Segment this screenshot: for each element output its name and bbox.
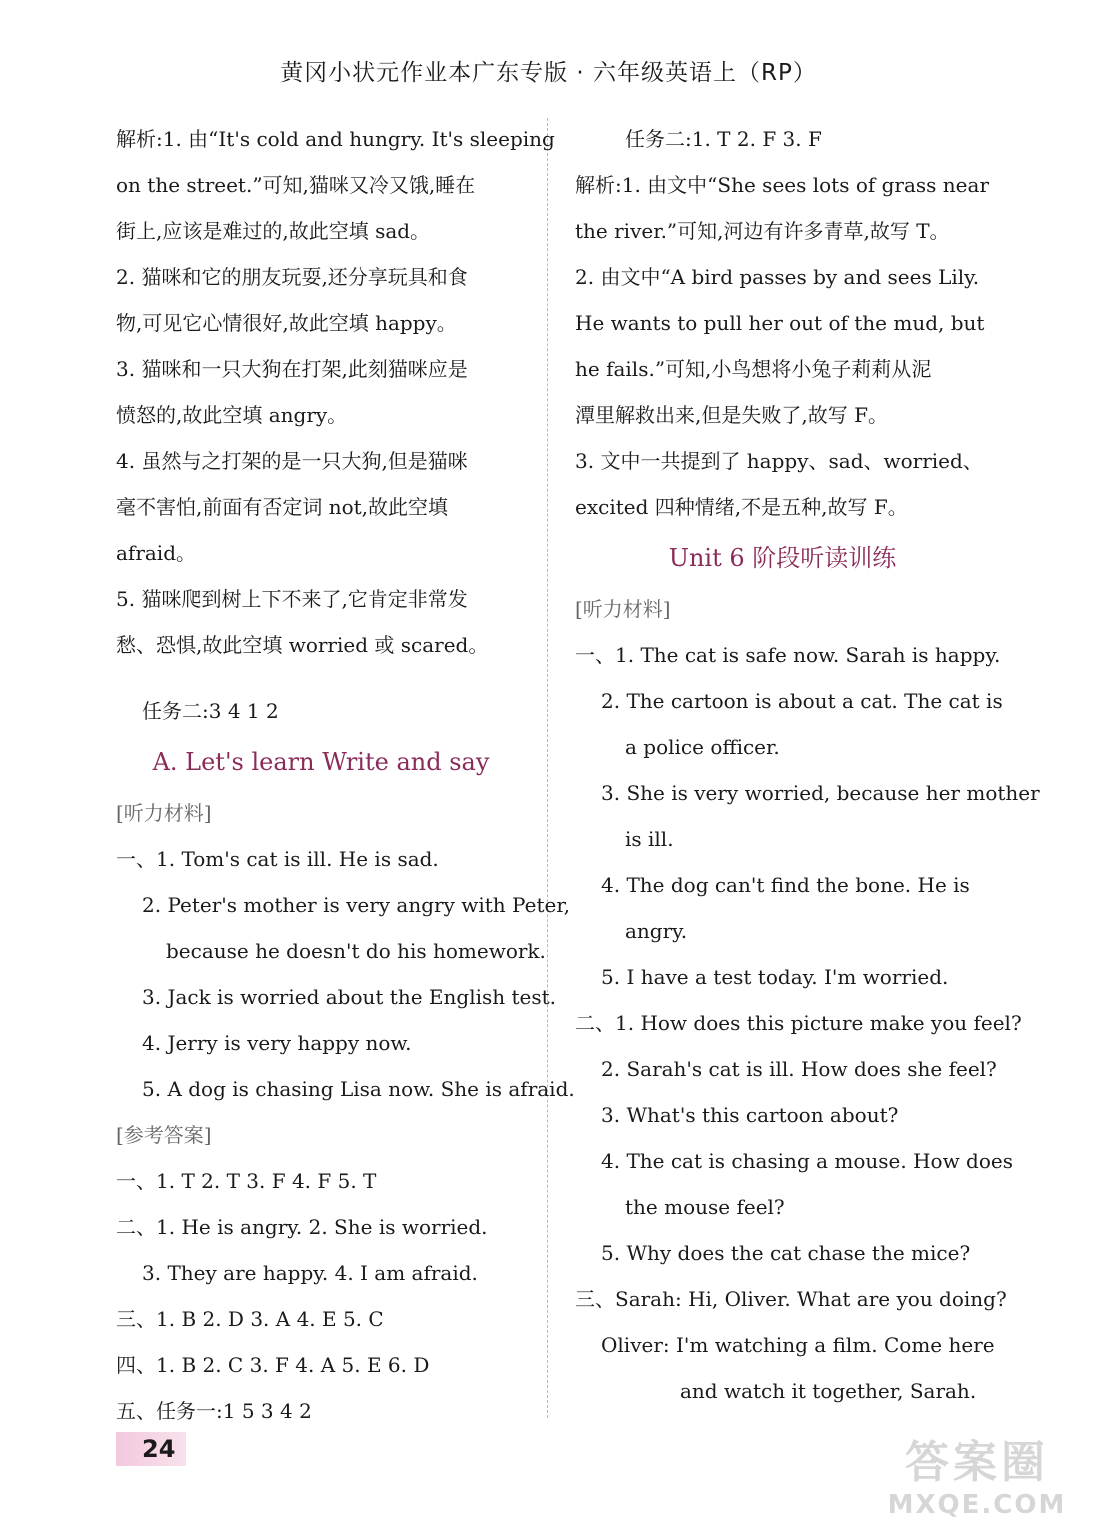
text-line: 5. I have a test today. I'm worried. xyxy=(601,965,949,989)
text-line: the mouse feel? xyxy=(625,1195,785,1219)
page-number: 24 xyxy=(116,1432,186,1466)
text-line: a police officer. xyxy=(625,735,780,759)
text-line: 4. The dog can't find the bone. He is xyxy=(601,873,970,897)
text-line: 3. 猫咪和一只大狗在打架,此刻猫咪应是 xyxy=(116,357,468,381)
text-line: 三、1. B 2. D 3. A 4. E 5. C xyxy=(116,1307,384,1331)
watermark-url: MXQE.COM xyxy=(887,1490,1067,1520)
text-line: on the street.”可知,猫咪又冷又饿,睡在 xyxy=(116,173,476,197)
text-line: 3. They are happy. 4. I am afraid. xyxy=(142,1261,478,1285)
text-line: 5. A dog is chasing Lisa now. She is afraid. xyxy=(142,1077,575,1101)
text-line: 五、任务一:1 5 3 4 2 xyxy=(116,1399,312,1423)
bracket-label: [听力材料] xyxy=(116,801,212,825)
text-line: angry. xyxy=(625,919,688,943)
text-line: 2. Peter's mother is very angry with Peter, xyxy=(142,893,571,917)
text-line: is ill. xyxy=(625,827,674,851)
column-divider xyxy=(547,118,548,1418)
text-line: 潭里解救出来,但是失败了,故写 F。 xyxy=(575,403,888,427)
text-line: 一、1. T 2. T 3. F 4. F 5. T xyxy=(116,1169,377,1193)
page-header: 黄冈小状元作业本广东专版 · 六年级英语上（RP） xyxy=(280,60,817,86)
text-line: because he doesn't do his homework. xyxy=(166,939,546,963)
text-line: and watch it together, Sarah. xyxy=(680,1379,977,1403)
text-line: 三、Sarah: Hi, Oliver. What are you doing? xyxy=(575,1287,1007,1311)
text-line: 4. 虽然与之打架的是一只大狗,但是猫咪 xyxy=(116,449,468,473)
right-column xyxy=(575,116,1040,1414)
text-line: excited 四种情绪,不是五种,故写 F。 xyxy=(575,495,908,519)
text-line: 一、1. Tom's cat is ill. He is sad. xyxy=(116,847,439,871)
text-line: 毫不害怕,前面有否定词 not,故此空填 xyxy=(116,495,449,519)
text-line: the river.”可知,河边有许多青草,故写 T。 xyxy=(575,219,950,243)
watermark-logo xyxy=(877,1426,1077,1526)
text-line: 任务二:1. T 2. F 3. F xyxy=(625,127,822,151)
text-line: afraid。 xyxy=(116,541,197,565)
left-column xyxy=(116,116,575,1434)
text-line: 二、1. How does this picture make you feel? xyxy=(575,1011,1022,1035)
spacer xyxy=(116,668,526,688)
text-line: 4. Jerry is very happy now. xyxy=(142,1031,412,1055)
text-line: 愁、恐惧,故此空填 worried 或 scared。 xyxy=(116,633,489,657)
text-line: 2. Sarah's cat is ill. How does she feel? xyxy=(601,1057,997,1081)
text-line: 5. Why does the cat chase the mice? xyxy=(601,1241,971,1265)
text-line: Oliver: I'm watching a film. Come here xyxy=(601,1333,995,1357)
text-line: 3. What's this cartoon about? xyxy=(601,1103,899,1127)
text-line: 3. Jack is worried about the English test. xyxy=(142,985,557,1009)
section-heading: A. Let's learn Write and say xyxy=(152,748,490,776)
section-heading: Unit 6 阶段听读训练 xyxy=(668,544,897,572)
text-line: 物,可见它心情很好,故此空填 happy。 xyxy=(116,311,457,335)
text-line: 4. The cat is chasing a mouse. How does xyxy=(601,1149,1013,1173)
bracket-label: [听力材料] xyxy=(575,597,671,621)
text-line: 5. 猫咪爬到树上下不来了,它肯定非常发 xyxy=(116,587,468,611)
watermark-text: 答案圈 xyxy=(905,1437,1049,1488)
bracket-label: [参考答案] xyxy=(116,1123,212,1147)
text-line: 3. She is very worried, because her mother xyxy=(601,781,1040,805)
text-line: 2. 猫咪和它的朋友玩耍,还分享玩具和食 xyxy=(116,265,468,289)
text-line: 2. The cartoon is about a cat. The cat is xyxy=(601,689,1003,713)
text-line: 解析:1. 由“It's cold and hungry. It's sleeping xyxy=(116,127,555,151)
text-line: 街上,应该是难过的,故此空填 sad。 xyxy=(116,219,431,243)
text-line: 一、1. The cat is safe now. Sarah is happy. xyxy=(575,643,1001,667)
text-line: 二、1. He is angry. 2. She is worried. xyxy=(116,1215,488,1239)
text-line: 解析:1. 由文中“She sees lots of grass near xyxy=(575,173,990,197)
text-line: 四、1. B 2. C 3. F 4. A 5. E 6. D xyxy=(116,1353,430,1377)
text-line: 2. 由文中“A bird passes by and sees Lily. xyxy=(575,265,980,289)
text-line: 任务二:3 4 1 2 xyxy=(142,699,279,723)
text-line: 愤怒的,故此空填 angry。 xyxy=(116,403,348,427)
text-line: he fails.”可知,小鸟想将小兔子莉莉从泥 xyxy=(575,357,932,381)
text-line: He wants to pull her out of the mud, but xyxy=(575,311,985,335)
text-line: 3. 文中一共提到了 happy、sad、worried、 xyxy=(575,449,983,473)
